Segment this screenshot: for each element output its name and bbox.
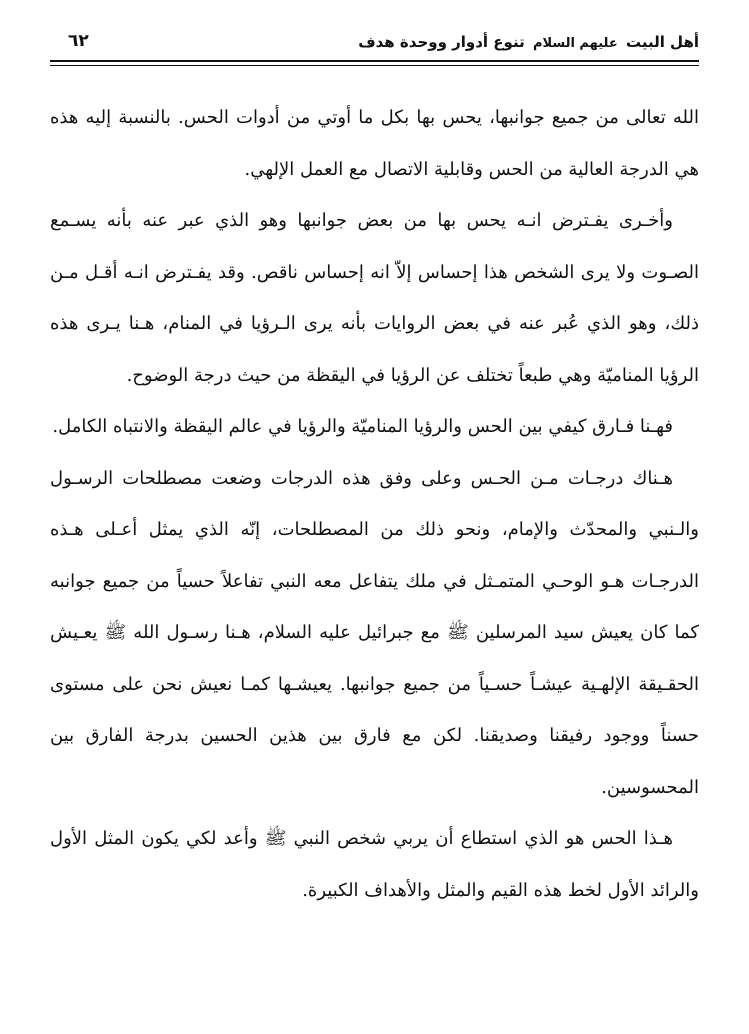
body-text [50,92,699,916]
book-title: أهل البيت [625,33,699,51]
paragraph: فهـنا فـارق كيفي بين الحس والرؤيا المناميّة والرؤيا في عالم اليقظة والانتباه الكامل. [52,416,673,437]
running-title [358,32,699,54]
paragraph: هـذا الحس هو الذي استطاع أن يربي شخص النبي ﷺ وأعد لكي يكون المثل الأول والرائد الأول لخط هذه القيم والمثل والأهداف الكبيرة. [50,828,699,901]
honorific-seal: عليهم السلام [532,36,618,51]
page-number: ٦٢ [68,31,89,51]
paragraph: وأخـرى يفـترض انـه يحس بها من بعض جوانبها وهو الذي عبر عنه بأنه يسـمع الصـوت ولا يرى الشخص هذا إحساس إلاّ انه إحساس ناقص. وقد يفـترض انـه أقـل مـن ذلك، وهو الذي عُبر عنه في بعض الروايات بأنه يرى الـرؤيا في المنام، هـنا يـرى هذه الرؤيا المناميّة وهي طبعاً تختلف عن الرؤيا في اليقظة من حيث درجة الوضوح. [50,210,699,386]
header-rule-thin [50,65,699,66]
paragraph: الله تعالى من جميع جوانبها، يحس بها بكل ما أوتي من أدوات الحس. بالنسبة إليه هذه هي الدرجة العالية من الحس وقابلية الاتصال مع العمل الإلهي. [50,107,699,180]
header-rule-thick [50,60,699,62]
paragraph: هـناك درجـات مـن الحـس وعلى وفق هذه الدرجات وضعت مصطلحات الرسـول والـنبي والمحدّث والإمام، ونحو ذلك من المصطلحات، إنّه الذي يمثل أعـلى هـذه الدرجـات هـو الوحـي المتمـثل في ملك يتفاعل معه النبي تفاعلاً حسياً من جميع جوانبه كما كان يعيش سيد المرسلين ﷺ مع جبرائيل عليه السلام، هـنا رسـول الله ﷺ يعـيش الحقـيقة الإلهـية عيشـاً حسـياً من جميع جوانبها. يعيشـها كمـا نعيش نحن على مستوى حسناً ووجود رفيقنا وصديقنا. لكن مع فارق بين هذين الحسين بدرجة الفارق بين المحسوسين. [50,467,699,798]
book-subtitle: تنوع أدوار ووحدة هدف [358,33,525,51]
running-header [50,26,699,60]
